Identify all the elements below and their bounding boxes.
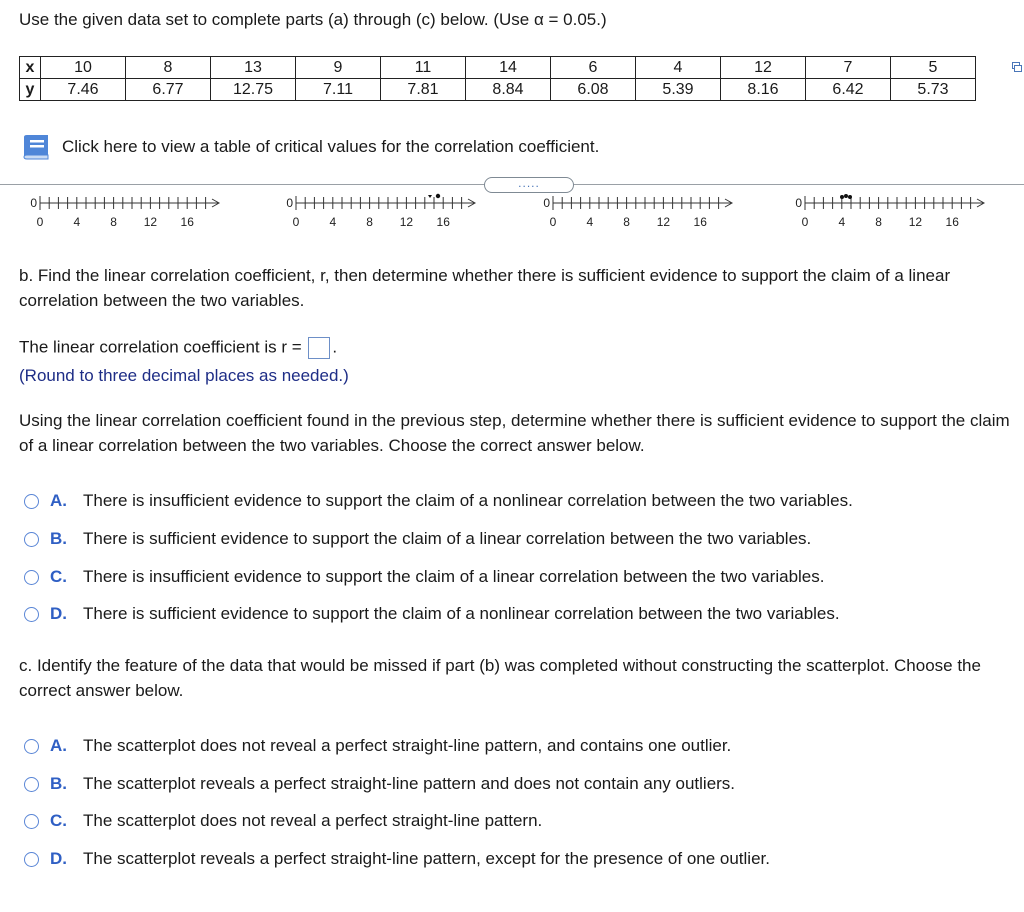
tick-label: 8: [110, 215, 117, 229]
tick-label: 0: [292, 215, 300, 229]
y-cell: 5.39: [636, 79, 721, 101]
x-cell: 14: [466, 57, 551, 79]
y-cell: 6.08: [551, 79, 636, 101]
part-c-option-d[interactable]: [24, 847, 770, 871]
data-table: [19, 56, 976, 101]
x-header: x: [20, 57, 41, 79]
critical-values-link[interactable]: Click here to view a table of critical values for the correlation coefficient.: [62, 137, 600, 156]
rounding-hint: (Round to three decimal places as needed.): [19, 366, 349, 385]
data-point: [436, 194, 440, 198]
option-letter: D.: [50, 849, 67, 868]
option-text: There is insufficient evidence to support the claim of a nonlinear correlation between the two variables.: [83, 491, 853, 510]
x-cell: 10: [41, 57, 126, 79]
radio-button[interactable]: [24, 814, 39, 829]
data-point: [844, 194, 848, 198]
radio-button[interactable]: [24, 607, 39, 622]
option-letter: B.: [50, 529, 67, 548]
part-b-question-text: b. Find the linear correlation coefficient, r, then determine whether there is sufficient evidence to support the claim of a linear correlation between the two variables.: [19, 266, 951, 310]
x-cell: 13: [211, 57, 296, 79]
y-zero-label: 0: [795, 196, 802, 210]
y-cell: 6.77: [126, 79, 211, 101]
expand-toggle-button[interactable]: .....: [484, 177, 574, 193]
option-text: There is sufficient evidence to support the claim of a linear correlation between the two variables.: [83, 529, 812, 548]
y-cell: 8.84: [466, 79, 551, 101]
option-letter: C.: [50, 811, 67, 830]
option-letter: C.: [50, 567, 67, 586]
y-zero-label: 0: [30, 196, 37, 210]
y-zero-label: 0: [543, 196, 550, 210]
radio-button[interactable]: [24, 852, 39, 867]
option-text: The scatterplot does not reveal a perfect straight-line pattern, and contains one outlier.: [83, 736, 732, 755]
option-letter: B.: [50, 774, 67, 793]
part-b-followup: Using the linear correlation coefficient found in the previous step, determine whether there is sufficient evidence to support the claim of a linear correlation between the two variables. Choose the correct answer below.: [19, 411, 1010, 455]
part-b-option-c[interactable]: [24, 565, 824, 589]
tick-label: 16: [945, 215, 959, 229]
radio-button[interactable]: [24, 532, 39, 547]
option-letter: A.: [50, 736, 67, 755]
tick-label: 12: [143, 215, 158, 229]
part-b-option-a[interactable]: [24, 489, 853, 513]
answer-line: [19, 337, 337, 359]
x-cell: 5: [891, 57, 976, 79]
tick-label: 4: [329, 215, 337, 229]
option-text: The scatterplot does not reveal a perfect straight-line pattern.: [83, 811, 543, 830]
x-cell: 4: [636, 57, 721, 79]
x-cell: 7: [806, 57, 891, 79]
answer-prefix: The linear correlation coefficient is r =: [19, 337, 302, 357]
intro-text: Use the given data set to complete parts (a) through (c) below. (Use α = 0.05.): [19, 10, 607, 29]
tick-label: 4: [73, 215, 81, 229]
radio-button[interactable]: [24, 570, 39, 585]
book-icon[interactable]: [20, 134, 52, 160]
x-row: [20, 57, 976, 79]
tick-label: 4: [586, 215, 594, 229]
scatterplot-option-d[interactable]: [785, 190, 1000, 230]
copy-data-icon[interactable]: [1012, 62, 1022, 72]
part-c-option-b[interactable]: [24, 772, 735, 796]
option-text: The scatterplot reveals a perfect straight-line pattern, except for the presence of one outlier.: [83, 849, 770, 868]
x-cell: 6: [551, 57, 636, 79]
r-answer-input[interactable]: [308, 337, 330, 359]
option-letter: A.: [50, 491, 67, 510]
tick-label: 0: [549, 215, 557, 229]
tick-label: 0: [801, 215, 809, 229]
tick-label: 16: [180, 215, 194, 229]
y-header: y: [20, 79, 41, 101]
tick-label: 8: [623, 215, 630, 229]
radio-button[interactable]: [24, 777, 39, 792]
radio-button[interactable]: [24, 494, 39, 509]
scatterplot-option-a[interactable]: [20, 190, 235, 230]
part-b-option-d[interactable]: [24, 602, 840, 626]
scatterplot-option-c[interactable]: [533, 190, 748, 230]
part-b-option-b[interactable]: [24, 527, 811, 551]
tick-label: 0: [36, 215, 44, 229]
y-row: [20, 79, 976, 101]
x-cell: 9: [296, 57, 381, 79]
x-cell: 11: [381, 57, 466, 79]
part-c-option-a[interactable]: [24, 734, 731, 758]
y-cell: 7.81: [381, 79, 466, 101]
y-cell: 7.46: [41, 79, 126, 101]
radio-button[interactable]: [24, 739, 39, 754]
option-text: The scatterplot reveals a perfect straight-line pattern and does not contain any outliers.: [83, 774, 736, 793]
option-text: There is insufficient evidence to support the claim of a linear correlation between the two variables.: [83, 567, 825, 586]
option-letter: D.: [50, 604, 67, 623]
tick-label: 12: [908, 215, 923, 229]
y-zero-label: 0: [286, 196, 293, 210]
answer-suffix: .: [332, 337, 338, 357]
y-cell: 12.75: [211, 79, 296, 101]
y-cell: 8.16: [721, 79, 806, 101]
data-point: [840, 195, 844, 199]
data-point: [428, 195, 432, 198]
tick-label: 8: [875, 215, 882, 229]
data-point: [848, 195, 852, 199]
y-cell: 6.42: [806, 79, 891, 101]
tick-label: 16: [693, 215, 707, 229]
scatterplot-option-b[interactable]: [276, 190, 491, 230]
y-cell: 5.73: [891, 79, 976, 101]
part-c-question: c. Identify the feature of the data that would be missed if part (b) was completed without constructing the scatterplot. Choose the correct answer below.: [19, 656, 981, 700]
part-b-question: [19, 263, 1019, 313]
tick-label: 12: [656, 215, 671, 229]
tick-label: 12: [399, 215, 414, 229]
tick-label: 8: [366, 215, 373, 229]
tick-label: 16: [436, 215, 450, 229]
part-c-option-c[interactable]: [24, 809, 542, 833]
x-cell: 8: [126, 57, 211, 79]
x-cell: 12: [721, 57, 806, 79]
tick-label: 4: [838, 215, 846, 229]
option-text: There is sufficient evidence to support the claim of a nonlinear correlation between the two variables.: [83, 604, 840, 623]
y-cell: 7.11: [296, 79, 381, 101]
